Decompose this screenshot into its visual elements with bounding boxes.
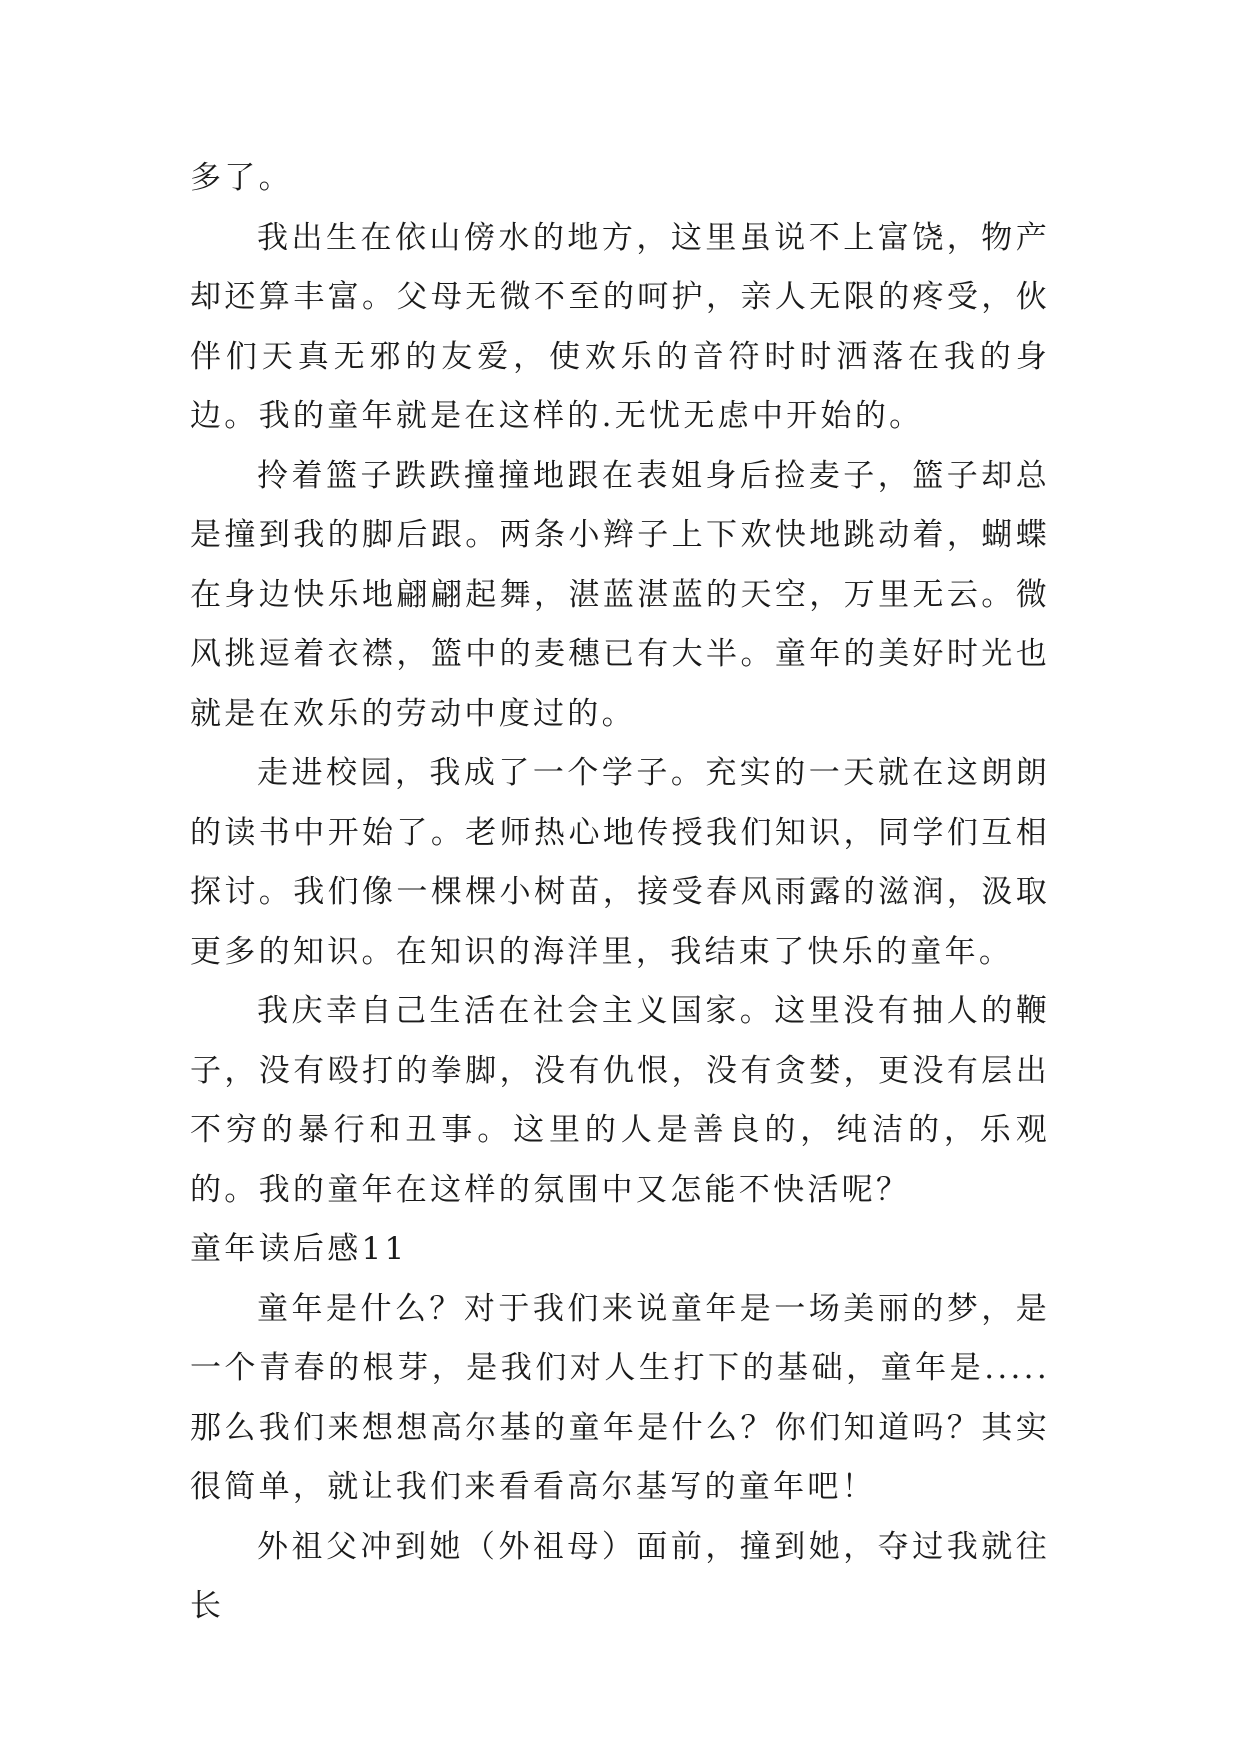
document-body bbox=[190, 149, 1050, 1637]
paragraph: 童年是什么？对于我们来说童年是一场美丽的梦，是一个青春的根芽，是我们对人生打下的基础，童年是.....那么我们来想想高尔基的童年是什么？你们知道吗？其实很简单，就让我们来看看高尔基写的童年吧！ bbox=[190, 1290, 1050, 1505]
paragraph: 拎着篮子跌跌撞撞地跟在表姐身后捡麦子，篮子却总是撞到我的脚后跟。两条小辫子上下欢快地跳动着，蝴蝶在身边快乐地翩翩起舞，湛蓝湛蓝的天空，万里无云。微风挑逗着衣襟，篮中的麦穗已有大半。童年的美好时光也就是在欢乐的劳动中度过的。 bbox=[190, 457, 1050, 732]
paragraph-continuation: 多了。 bbox=[190, 160, 293, 196]
section-heading: 童年读后感11 bbox=[190, 1231, 408, 1267]
paragraph: 我庆幸自己生活在社会主义国家。这里没有抽人的鞭子，没有殴打的拳脚，没有仇恨，没有贪婪，更没有层出不穷的暴行和丑事。这里的人是善良的，纯洁的，乐观的。我的童年在这样的氛围中又怎能不快活呢？ bbox=[190, 993, 1050, 1208]
paragraph: 我出生在依山傍水的地方，这里虽说不上富饶，物产却还算丰富。父母无微不至的呵护，亲人无限的疼受，伙伴们天真无邪的友爱，使欢乐的音符时时洒落在我的身边。我的童年就是在这样的.无忧无虑中开始的。 bbox=[190, 219, 1050, 434]
paragraph: 走进校园，我成了一个学子。充实的一天就在这朗朗的读书中开始了。老师热心地传授我们知识，同学们互相探讨。我们像一棵棵小树苗，接受春风雨露的滋润，汲取更多的知识。在知识的海洋里，我结束了快乐的童年。 bbox=[190, 755, 1050, 970]
paragraph: 外祖父冲到她（外祖母）面前，撞到她，夺过我就往长 bbox=[190, 1528, 1050, 1624]
